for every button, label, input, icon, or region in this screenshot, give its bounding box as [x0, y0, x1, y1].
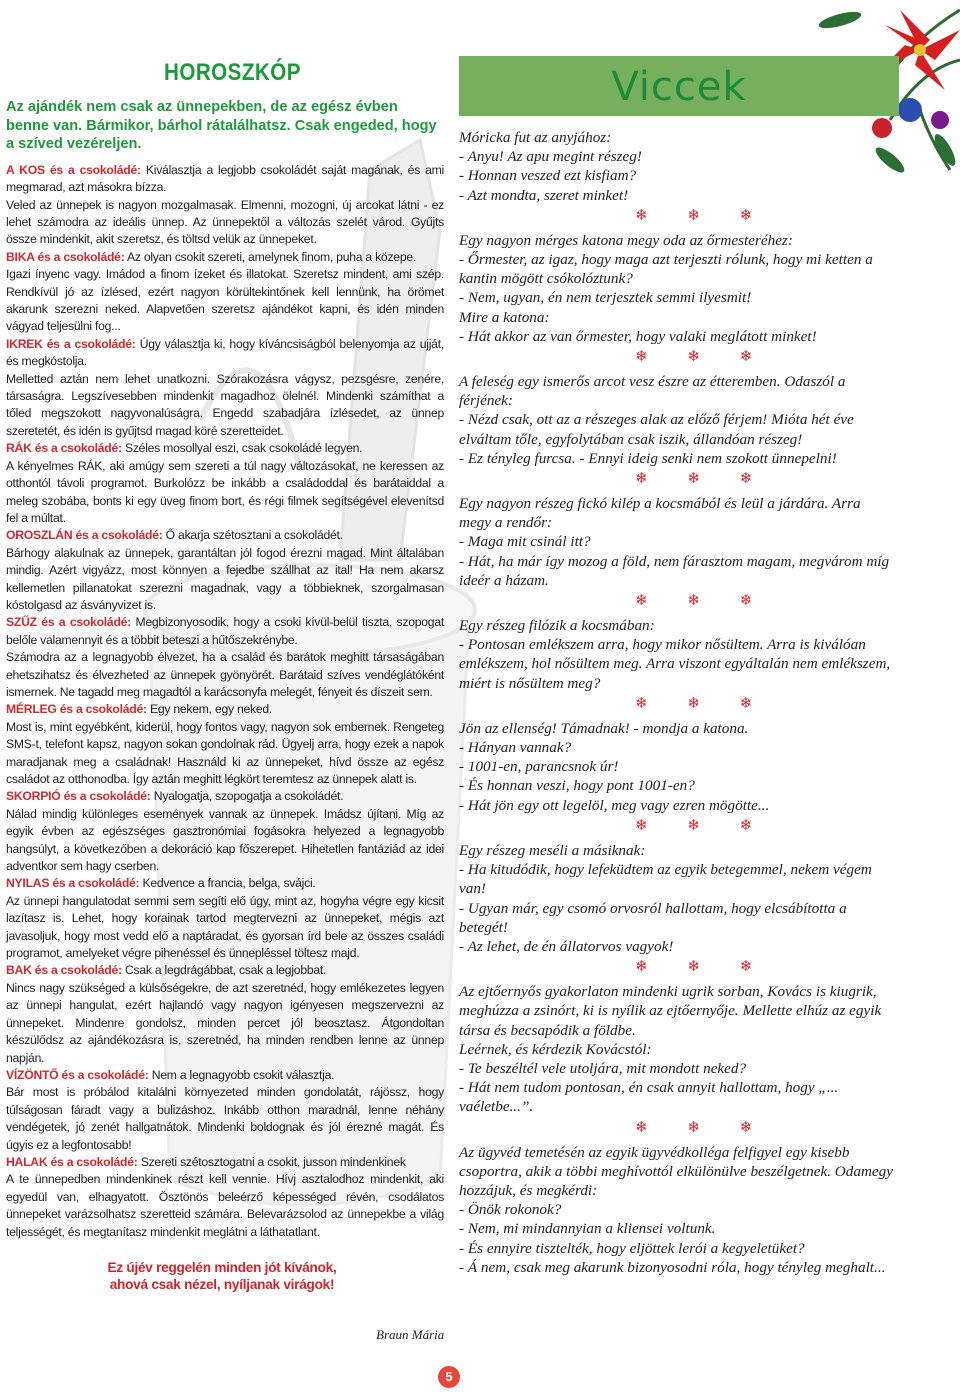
snowflake-separator-icon: ❄ ❄ ❄	[635, 1119, 771, 1136]
joke-line: - Á nem, csak meg akarunk bizonyosodni róla, hogy tényleg meghalt...	[459, 1258, 886, 1276]
horoscope-entry-text: Bár most is próbálod kitalálni környezeted minden gondolatát, rájössz, hogy túlságosan fáradt vagy a bulizáshoz. Inkább otthon maradnál, lenne néhány vendégetek, jó zenét hallgatnátok. Mindenki boldognak és jól érezné magát. És úgyis ez a legfontosabb!	[6, 1085, 444, 1152]
horoscope-entry-text: Széles mosollyal eszi, csak csokoládé legyen.	[121, 441, 363, 456]
joke-line: Mire a katona:	[459, 308, 550, 326]
horoscope-entry	[6, 440, 444, 457]
joke-line: - Nézd csak, ott az a részeges alak az előző férjem! Mióta hét éve elváltam tőle, egyfolytában csak iszik, állandóan részeg!	[459, 411, 854, 448]
joke-line: - Pontosan emlékszem arra, hogy mikor nősültem. Arra is kiválóan emlékszem, hol nősültem meg. Arra viszont egyáltalán nem emlékszem, miért is nősültem meg?	[459, 636, 891, 692]
joke-line: - Te beszéltél vele utoljára, mit mondott neked?	[459, 1059, 747, 1077]
joke-line: - Ha kitudódik, hogy lefeküdtem az egyik betegemmel, nekem végem van!	[459, 861, 872, 898]
horoscope-column	[6, 58, 444, 1293]
joke-line: - Maga mit csinál itt?	[459, 533, 591, 551]
zodiac-sign-label: SKORPIÓ és a csokoládé:	[6, 789, 151, 804]
zodiac-sign-label: NYILAS és a csokoládé:	[6, 876, 140, 891]
horoscope-entry	[6, 962, 444, 979]
jokes-title: Viccek	[611, 64, 747, 110]
snowflake-separator-icon: ❄ ❄ ❄	[635, 959, 771, 976]
horoscope-entry-text: Nyalogatja, szopogatja a csokoládét.	[150, 789, 344, 804]
horoscope-entry-text: Bárhogy alakulnak az ünnepek, garantáltan jól fogod érezni magad. Mint általában mindig. Azért vigyázz, most könnyen a fejedbe szállhat az ital! Ha nem akarsz kellemetlen pillanatokat szerezni magadnak, vagy a többieknek, szorgalmasan kóstolgasd az ásványvizet is.	[6, 545, 444, 612]
horoscope-entry-text: Nem a legnagyobb csokit választja.	[148, 1067, 335, 1082]
joke-line: - 1001-en, parancsnok úr!	[459, 758, 619, 776]
horoscope-entry	[6, 701, 444, 718]
joke	[459, 128, 893, 205]
joke-line: - Hát akkor az van őrmester, hogy valaki meglátott minket!	[459, 327, 817, 345]
horoscope-entry-text: A kényelmes RÁK, aki amúgy sem szereti a túl nagy változásokat, ne keressen az otthontól távoli programot. Burkolózz be inkább a családoddal és barátaiddal a meleg szobába, bonts ki egy üveg finom bort, és régi filmek segítségével elevenítsd fel a múltat.	[6, 458, 444, 525]
joke-line: A feleség egy ismerős arcot vesz észre az étteremben. Odaszól a férjének:	[459, 373, 846, 410]
joke-line: - És honnan veszi, hogy pont 1001-en?	[459, 777, 695, 795]
joke	[459, 231, 893, 346]
horoscope-entry	[6, 1171, 444, 1241]
horoscope-entry-text: Ő akarja szétosztani a csokoládét.	[162, 528, 343, 543]
zodiac-sign-label: IKREK és a csokoládé:	[6, 336, 136, 351]
joke-line: - Hát nem tudom pontosan, én csak annyit hallottam, hogy „... vaéletbe...”.	[459, 1079, 839, 1116]
horoscope-entry-text: Megbizonyosodik, hogy a csoki kívül-belül tiszta, szopogat belőle valamennyit és a többit beteszi a hűtőszekrénybe.	[6, 615, 444, 647]
joke	[459, 372, 893, 468]
joke-line: Móricka fut az anyjához:	[459, 129, 612, 146]
horoscope-entry	[6, 980, 444, 1067]
horoscope-entry	[6, 875, 444, 892]
page-number: 5	[438, 1366, 460, 1388]
jokes-title-banner	[459, 56, 899, 116]
horoscope-entry	[6, 527, 444, 544]
horoscope-entry	[6, 893, 444, 963]
horoscope-entry	[6, 649, 444, 701]
horoscope-entry-text: Nálad mindig különleges események vannak az ünnepek. Imádsz újítani. Míg az egyik évben az egészséges gasztronómiai fogásokra helyezed a legnagyobb hangsúlyt, a következőben a dekoráció kap főszerepet. Hihetetlen fantáziád az idei adventkor sem hagy cserben.	[6, 806, 444, 874]
zodiac-sign-label: SZŰZ és a csokoládé:	[6, 615, 131, 630]
horoscope-entry-text: Nincs nagy szükséged a külsőségekre, de azt szeretnéd, hogy emlékezetes legyen az ünnepi hangulat, ezért hajlandó vagy nagyon igényesen megszervezni az ünnepeket. Mindenre gondolsz, minden percet jól beosztasz. Átgondoltan készülődsz az ajándékozásra is, szeretnéd, ha minden rendben lenne az ünnep napján.	[6, 980, 444, 1065]
joke	[459, 982, 893, 1116]
joke-line: - Hát jön egy ott legelöl, meg vagy ezren mögötte...	[459, 796, 770, 814]
horoscope-entry	[6, 336, 444, 371]
horoscope-entry	[6, 1084, 444, 1154]
author-signature: Braun Mária	[376, 1327, 445, 1342]
joke	[459, 841, 893, 956]
horoscope-entry	[6, 249, 444, 266]
horoscope-entry	[6, 371, 444, 441]
joke-line: Egy nagyon részeg fickó kilép a kocsmából és leül a járdára. Arra megy a rendőr:	[459, 495, 861, 532]
horoscope-entry	[6, 162, 444, 197]
joke-line: Jön az ellenség! Támadnak! - mondja a katona.	[459, 719, 749, 737]
joke	[459, 1143, 893, 1277]
joke-line: Leérnek, és kérdezik Kovácstól:	[459, 1040, 652, 1058]
horoscope-entry-text: Melletted aztán nem lehet unatkozni. Szórakozásra vágysz, pezsgésre, zenére, társaságra. Legszívesebben mindenkit magadhoz ölelnél. Mindenki számíthat a tőled megszokott nagyvonalúságra. Engedd szabadjára ízlésedet, az ünnep szeretetét, és idén is gyűjtsd magad köré szeretteidet.	[6, 371, 444, 438]
jokes-column	[459, 56, 893, 1277]
horoscope-entry-text: A te ünnepedben mindenkinek részt kell vennie. Hívj asztalodhoz mindenkit, aki egyedül van, elhagyatott. Ösztönös beleérző képességed révén, csodálatos ünnepeket varázsolhatsz szeretteid számára. Belevarázsolod az ünnepekbe a világ teljességét, és megtanítasz mindenkit meglátni a láthatatlant.	[6, 1172, 444, 1239]
joke-line: - Nem, ugyan, én nem terjesztek semmi ilyesmit!	[459, 289, 752, 307]
horoscope-entry-text: Számodra az a legnagyobb élvezet, ha a család és barátok meghitt társaságában ehetszihatsz és élvezheted az ünnepek gyönyörét. Barátaid szíves vendéglátóként ismernek. Ne tagadd meg magadtól a karácsonyfa melegét, fényeit és díszeit sem.	[6, 650, 444, 699]
horoscope-entry	[6, 719, 444, 789]
snowflake-separator-icon: ❄ ❄ ❄	[635, 349, 771, 366]
joke-line: - Önök rokonok?	[459, 1201, 562, 1219]
zodiac-sign-label: BAK és a csokoládé:	[6, 963, 122, 978]
joke-line: Az ügyvéd temetésén az egyik ügyvédkolléga felfigyel egy kisebb csoportra, akik a többi meghívottól elkülönülve beszélgetnek. Odamegy hozzájuk, és megkérdi:	[459, 1143, 893, 1199]
joke-line: - Hányan vannak?	[459, 739, 572, 757]
horoscope-entry	[6, 266, 444, 336]
horoscope-entry	[6, 197, 444, 249]
horoscope-intro: Az ajándék nem csak az ünnepekben, de az egész évben benne van. Bármikor, bárhol rátalálhatsz. Csak engeded, hogy a szíved vezéreljen.	[6, 99, 437, 153]
horoscope-entry	[6, 614, 444, 649]
horoscope-entry-text: Csak a legdrágábbat, csak a legjobbat.	[121, 963, 327, 978]
joke	[459, 719, 893, 815]
horoscope-entry-text: Szereti szétosztogatni a csokit, jusson mindenkinek	[137, 1154, 406, 1169]
closing-line-2: ahová csak nézel, nyíljanak virágok!	[109, 1276, 335, 1292]
joke-line: - Őrmester, az igaz, hogy maga azt terjeszti rólunk, hogy mi ketten a kantin mögött csókolóztunk?	[459, 251, 873, 288]
joke-line: - Honnan veszed ezt kisfiam?	[459, 167, 637, 185]
joke	[459, 616, 893, 693]
horoscope-entry	[6, 788, 444, 805]
joke-line: - Nem, mi mindannyian a kliensei voltunk.	[459, 1220, 716, 1238]
horoscope-entry-text: Az ünnepi hangulatodat semmi sem segíti elő úgy, mint az, hogyha végre egy kicsit lazítasz is. Lehet, hogy korainak tartod megtervezni az ünnepeket, mégis azt javasoljuk, hogy most vedd elő a naptáradat, és gyorsan írd bele az összes családi programot, amelyeket végre pihenéssel és ünnepléssel töltesz majd.	[6, 893, 444, 961]
horoscope-title: HOROSZKÓP	[164, 59, 301, 86]
horoscope-entry-text: Most is, mint egyébként, kiderül, hogy fontos vagy, nagyon sok embernek. Rengeteg SMS-t, telefont kapsz, nagyon sokan gondolnak rád. Ügyelj arra, hogy ezek a napok maradjanak meg a családnak! Használd ki az ünnepeket, hívd össze az egész családot az otthonodba. Így aztán meghitt légkört teremtesz az ünnepek alatt is.	[6, 719, 444, 786]
joke-line: - Anyu! Az apu megint részeg!	[459, 148, 642, 166]
horoscope-entry	[6, 1067, 444, 1084]
snowflake-separator-icon: ❄ ❄ ❄	[635, 207, 771, 224]
joke-line: Egy részeg meséli a másiknak:	[459, 841, 646, 859]
horoscope-entry-text: Egy nekem, egy neked.	[146, 702, 273, 717]
horoscope-entry-text: Veled az ünnepek is nagyon mozgalmasak. Elmenni, mozogni, új arcokat látni - ez lehet számodra az ideális ünnep. Az ünnepektől a változás szelét várod. Gyűjts össze mindenkit, akit szeretsz, és töltsd velük az ünnepeket.	[6, 197, 444, 247]
horoscope-entry-text: Úgy választja ki, hogy kíváncsiságból belenyomja az ujját, és megkóstolja.	[6, 336, 444, 369]
joke-line: Egy részeg filózik a kocsmában:	[459, 617, 655, 635]
snowflake-separator-icon: ❄ ❄ ❄	[635, 471, 771, 488]
joke-line: - Hát, ha már így mozog a föld, nem fárasztom magam, megvárom míg ideér a házam.	[459, 552, 890, 589]
horoscope-entry	[6, 1154, 444, 1171]
horoscope-entries	[6, 162, 444, 1241]
joke-line: - Azt mondta, szeret minket!	[459, 186, 629, 204]
joke-line: - És ennyire tisztelték, hogy eljöttek lerói a kegyeletüket?	[459, 1239, 805, 1257]
zodiac-sign-label: MÉRLEG és a csokoládé:	[6, 702, 147, 717]
joke-line: Egy nagyon mérges katona megy oda az őrmesteréhez:	[459, 231, 793, 249]
horoscope-entry	[6, 458, 444, 528]
horoscope-entry-text: Kiválasztja a legjobb csokoládét saját magának, és ami megmarad, azt másokra bízza.	[6, 162, 444, 195]
horoscope-entry	[6, 545, 444, 615]
joke-line: - Ez tényleg furcsa. - Ennyi ideig senki nem szokott ünnepelni!	[459, 449, 837, 467]
zodiac-sign-label: BIKA és a csokoládé:	[6, 249, 125, 264]
snowflake-separator-icon: ❄ ❄ ❄	[635, 695, 771, 712]
zodiac-sign-label: RÁK és a csokoládé:	[6, 441, 122, 456]
joke-line: - Ugyan már, egy csomó orvosról hallottam, hogy elcsábította a betegét!	[459, 899, 847, 936]
horoscope-entry-text: Az olyan csokit szereti, amelynek finom, puha a közepe.	[124, 249, 417, 264]
zodiac-sign-label: VÍZÖNTŐ és a csokoládé:	[6, 1067, 149, 1082]
joke-line: Az ejtőernyős gyakorlaton mindenki ugrik sorban, Kovács is kiugrik, meghúzza a zsinórt, ki is nyílik az ejtőernyője. Mellette elhúz az egyik társa és becsapódik a földbe.	[459, 983, 882, 1039]
snowflake-separator-icon: ❄ ❄ ❄	[635, 593, 771, 610]
zodiac-sign-label: OROSZLÁN és a csokoládé:	[6, 528, 163, 543]
zodiac-sign-label: A KOS és a csokoládé:	[6, 162, 141, 177]
closing-wish	[80, 1259, 364, 1293]
jokes-list	[459, 128, 893, 1277]
horoscope-entry	[6, 806, 444, 876]
closing-line-1: Ez újév reggelén minden jót kívánok,	[107, 1259, 337, 1275]
snowflake-separator-icon: ❄ ❄ ❄	[635, 817, 771, 834]
zodiac-sign-label: HALAK és a csokoládé:	[6, 1154, 138, 1169]
joke	[459, 494, 893, 590]
joke-line: - Az lehet, de én állatorvos vagyok!	[459, 937, 674, 955]
horoscope-entry-text: Kedvence a francia, belga, svájci.	[139, 876, 316, 891]
horoscope-entry-text: Igazi ínyenc vagy. Imádod a finom ízeket és illatokat. Szeretsz mindent, ami szép. Rendkívül jó az ízlésed, ezért nagyon körültekintőnek kell lennünk, ha örömet akarunk szerezni neked. Alapvetően szeretsz ajándékot kapni, és idén minden vágyad teljesülni fog...	[6, 267, 444, 334]
